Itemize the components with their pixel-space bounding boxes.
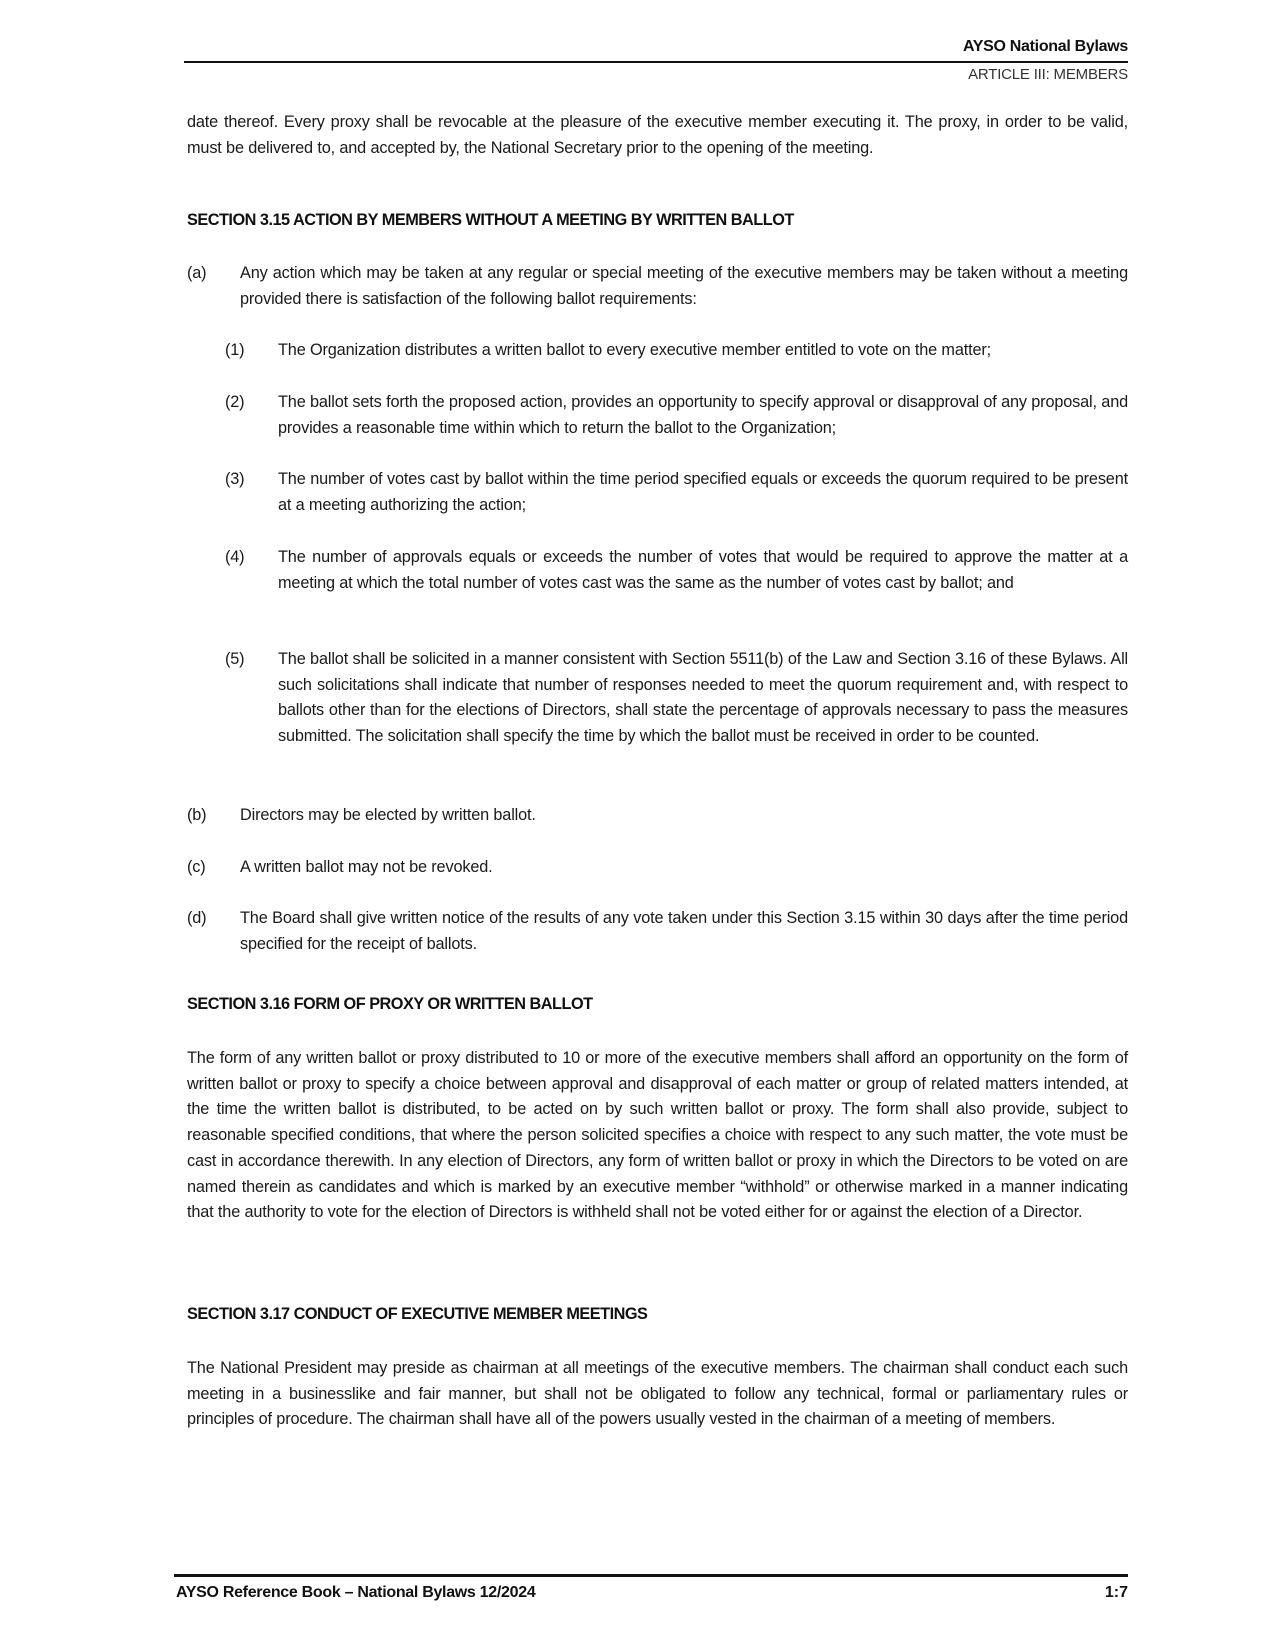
subitem-2-label: (2) [225,393,245,411]
item-a-label: (a) [187,264,207,282]
subitem-2-text: The ballot sets forth the proposed action, provides an opportunity to specify approval or disapproval of any proposal, and provides a reasonable time within which to return the ballot to the Organization; [278,393,1128,437]
subitem-1-text: The Organization distributes a written ballot to every executive member entitled to vote on the matter; [278,341,992,359]
footer-rule [174,1574,1128,1577]
subitem-5-label: (5) [225,650,245,668]
page-number: 1:7 [1104,1584,1128,1601]
running-header-title: AYSO National Bylaws [962,38,1128,55]
section-3-15-heading: SECTION 3.15 ACTION BY MEMBERS WITHOUT A MEETING BY WRITTEN BALLOT [187,211,794,229]
subitem-3-text: The number of votes cast by ballot within the time period specified equals or exceeds the quorum required to be present at a meeting authorizing the action; [278,470,1128,514]
subitem-4-text: The number of approvals equals or exceeds the number of votes that would be required to approve the matter at a meeting at which the total number of votes cast was the same as the number of votes cast by ballot; and [278,548,1128,592]
section-3-16-heading: SECTION 3.16 FORM OF PROXY OR WRITTEN BALLOT [187,995,593,1013]
subitem-5-text: The ballot shall be solicited in a manner consistent with Section 5511(b) of the Law and Section 3.16 of these Bylaws. All such solicitations shall indicate that number of responses needed to meet the quorum requirement and, with respect to ballots other than for the elections of Directors, shall state the percentage of approvals necessary to pass the measures submitted. The solicitation shall specify the time by which the ballot must be received in order to be counted. [278,650,1128,746]
footer-document-title: AYSO Reference Book – National Bylaws 12/2024 [176,1584,536,1601]
header-rule [184,61,1128,63]
item-b-text: Directors may be elected by written ballot. [240,806,536,824]
item-d-label: (d) [187,909,207,927]
item-d-text: The Board shall give written notice of the results of any vote taken under this Section 3.15 within 30 days after the time period specified for the receipt of ballots. [240,909,1128,953]
section-3-17-heading: SECTION 3.17 CONDUCT OF EXECUTIVE MEMBER MEETINGS [187,1305,648,1323]
subitem-1-label: (1) [225,341,245,359]
section-3-16-paragraph: The form of any written ballot or proxy distributed to 10 or more of the executive members shall afford an opportunity on the form of written ballot or proxy to specify a choice between approval and disapproval of each matter or group of related matters intended, at the time the written ballot is distributed, to be acted on by such written ballot or proxy. The form shall also provide, subject to reasonable specified conditions, that where the person solicited specifies a choice with respect to any such matter, the vote must be cast in accordance therewith. In any election of Directors, any form of written ballot or proxy in which the Directors to be voted on are named therein as candidates and which is marked by an executive member “withhold” or otherwise marked in a manner indicating that the authority to vote for the election of Directors is withheld shall not be voted either for or against the election of a Director. [187,1049,1128,1222]
section-3-17-paragraph: The National President may preside as chairman at all meetings of the executive members. The chairman shall conduct each such meeting in a businesslike and fair manner, but shall not be obligated to follow any technical, formal or parliamentary rules or principles of procedure. The chairman shall have all of the powers usually vested in the chairman of a meeting of members. [187,1359,1128,1429]
running-header-article: ARTICLE III: MEMBERS [968,66,1128,83]
item-c-text: A written ballot may not be revoked. [240,858,493,876]
item-a-text: Any action which may be taken at any regular or special meeting of the executive members may be taken without a meeting provided there is satisfaction of the following ballot requirements: [240,264,1128,308]
item-c-label: (c) [187,858,206,876]
subitem-4-label: (4) [225,548,245,566]
item-b-label: (b) [187,806,207,824]
subitem-3-label: (3) [225,470,245,488]
intro-paragraph: date thereof. Every proxy shall be revocable at the pleasure of the executive member executing it. The proxy, in order to be valid, must be delivered to, and accepted by, the National Secretary prior to the opening of the meeting. [187,113,1128,157]
